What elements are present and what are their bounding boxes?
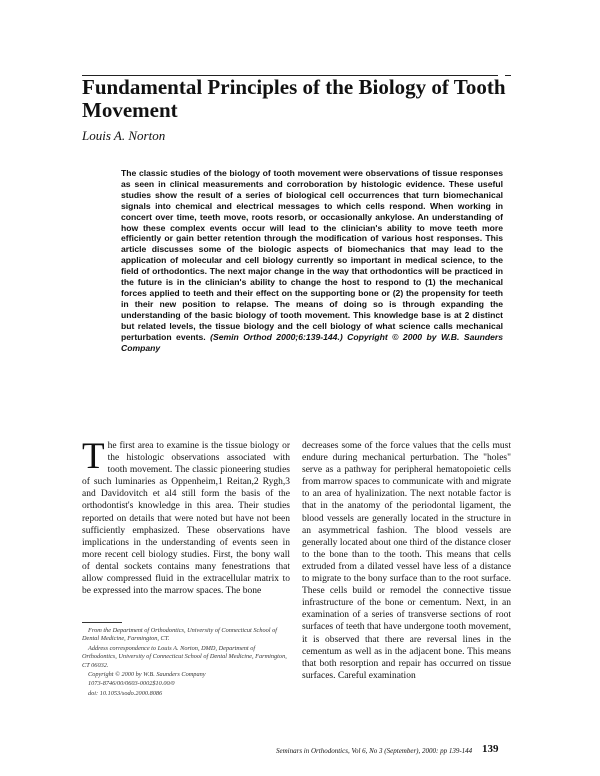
- footnote-rule: [82, 622, 122, 623]
- article-author: Louis A. Norton: [82, 128, 166, 143]
- abstract-citation: (Semin Orthod 2000;6:139-144.) Copyright © 2000 by W.B. Saunders Company: [121, 331, 503, 353]
- drop-cap: T: [82, 440, 105, 477]
- left-column-text: he first area to examine is the tissue biology or the histologic observations associated with tooth movement. The classic pioneering studies of such luminaries as Oppenheim,1 Reitan,2 Rygh,3 and Davidovitch et al4 still form the basis of the orthodontist's knowledge in this area. Their studies reported on details that were noted but have not been sufficiently emphasized. These observations have implications in the understanding of events seen in more recent cell biology studies. First, the bony wall of dental sockets contains many fenestrations that allow compressed fluid in the extracellular matrix to be expressed into the marrow spaces. The bone: [82, 441, 290, 597]
- footnote-doi: doi: 10.1053/sodo.2000.8086: [88, 689, 163, 697]
- footnote-correspondence: Address correspondence to Louis A. Norton, DMD, Department of Orthodontics, University of Connecticut School of Dental Medicine, Farmington, CT 06032.: [82, 644, 287, 669]
- right-column-text: decreases some of the force values that the cells must endure during mechanical perturbation. The "holes" serve as a pathway for peripheral hematopoietic cells from marrow spaces to communicate with and migrate to an area of hyalinization. The next notable factor is that in the anatomy of the periodontal ligament, the blood vessels are generally located in the structure in an asymmetrical fashion. The blood vessels are generally located about one third of the distance closer to the bone than to the tooth. This means that cells extruded from a dilated vessel have less of a distance to migrate to the bony surface than to the root surface. These cells build or remodel the connective tissue infrastructure of the bone or cementum. Next, in an examination of a series of transverse sections of root surfaces of teeth that have undergone tooth movement, it is observed that there are reversal lines in the cementum as well as in the adjacent bone. This means that both resorption and repair has occurred on tissue surfaces. Careful examination: [302, 441, 511, 681]
- body-column-left: [82, 440, 290, 610]
- footnotes: [82, 627, 290, 699]
- footnote-issn: 1073-8746/00/0603-0002$10.00/0: [88, 680, 175, 688]
- abstract-text: The classic studies of the biology of tooth movement were observations of tissue responses as seen in clinical measurements and corroboration by histologic evidence. These useful studies show the result of a series of biological cell occurrences that turn biomechanical signals into chemical and electrical messages to which cells respond. When working in concert over time, teeth move, roots resorb, or occasionally ankylose. An understanding of how these complex events occur will lead to the clinician's ability to move teeth more efficiently or gain better retention through the modification of various host responses. This article discusses some of the biologic aspects of biomechanics that may lead to the application of molecular and cell biology currently so important in medical science, to the field of orthodontics. The next major change in the way that orthodontics will be practiced in the future is in the clinician's ability to change the host to respond to (1) the mechanical forces applied to teeth and their effect on the supporting bone or (2) the propensity for teeth in their new position to relapse. The means of doing so is through expanding the understanding of the basic biology of tooth movement. This knowledge base is at 2 distinct but related levels, the tissue biology and the cell biology of what science calls mechanical perturbation events.: [121, 168, 503, 342]
- abstract: [121, 168, 503, 353]
- footnote-affiliation: From the Department of Orthodontics, University of Connecticut School of Dental Medicine, Farmington, CT.: [82, 627, 277, 643]
- page-number: 139: [482, 743, 499, 755]
- footnote-copyright: Copyright © 2000 by W.B. Saunders Company: [88, 671, 206, 679]
- journal-citation: Seminars in Orthodontics, Vol 6, No 3 (September), 2000: pp 139-144: [276, 747, 473, 755]
- article-title: Fundamental Principles of the Biology of Tooth Movement: [82, 75, 506, 122]
- body-column-right: [302, 440, 511, 722]
